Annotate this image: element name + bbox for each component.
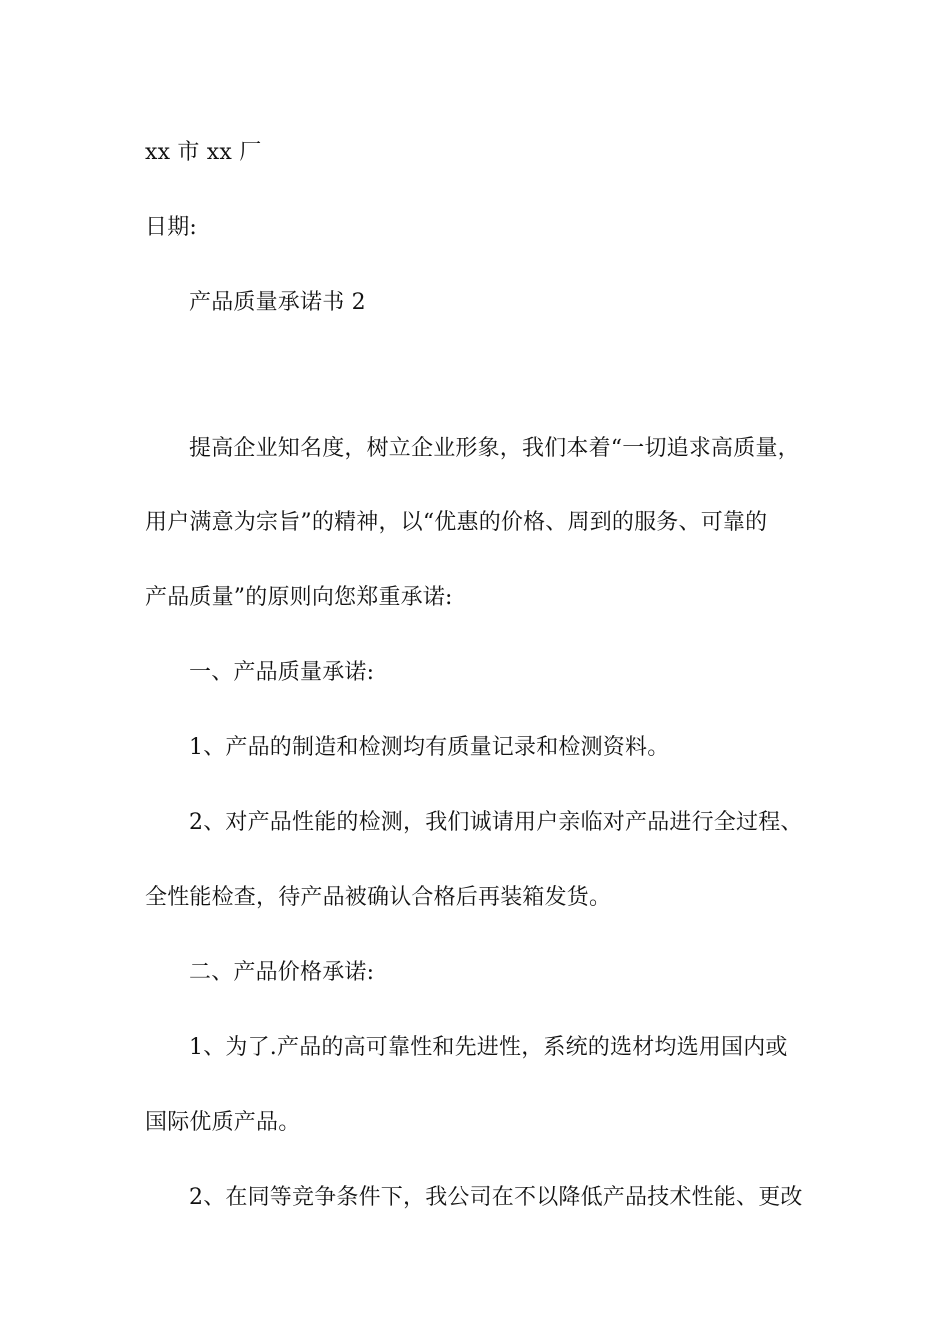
issuer-line: xx 市 xx 厂 [145,140,262,165]
paragraph-line: 用户满意为宗旨”的精神，以“优惠的价格、周到的服务、可靠的 [145,510,768,535]
paragraph-line: 全性能检查，待产品被确认合格后再装箱发货。 [145,885,612,910]
date-label: 日期: [145,215,198,240]
paragraph-line: 1、为了.产品的高可靠性和先进性，系统的选材均选用国内或 [189,1035,788,1060]
paragraph-line: 1、产品的制造和检测均有质量记录和检测资料。 [189,735,670,760]
paragraph-line: 2、对产品性能的检测，我们诚请用户亲临对产品进行全过程、 [189,810,803,835]
paragraph-line: 国际优质产品。 [145,1110,301,1135]
section-heading: 一、产品质量承诺: [189,660,375,685]
paragraph-line: 2、在同等竞争条件下，我公司在不以降低产品技术性能、更改 [189,1185,803,1210]
document-subtitle: 产品质量承诺书 2 [189,290,366,315]
section-heading: 二、产品价格承诺: [189,960,375,985]
paragraph-line: 产品质量”的原则向您郑重承诺: [145,585,453,610]
paragraph-line: 提高企业知名度，树立企业形象，我们本着“一切追求高质量， [189,436,800,461]
